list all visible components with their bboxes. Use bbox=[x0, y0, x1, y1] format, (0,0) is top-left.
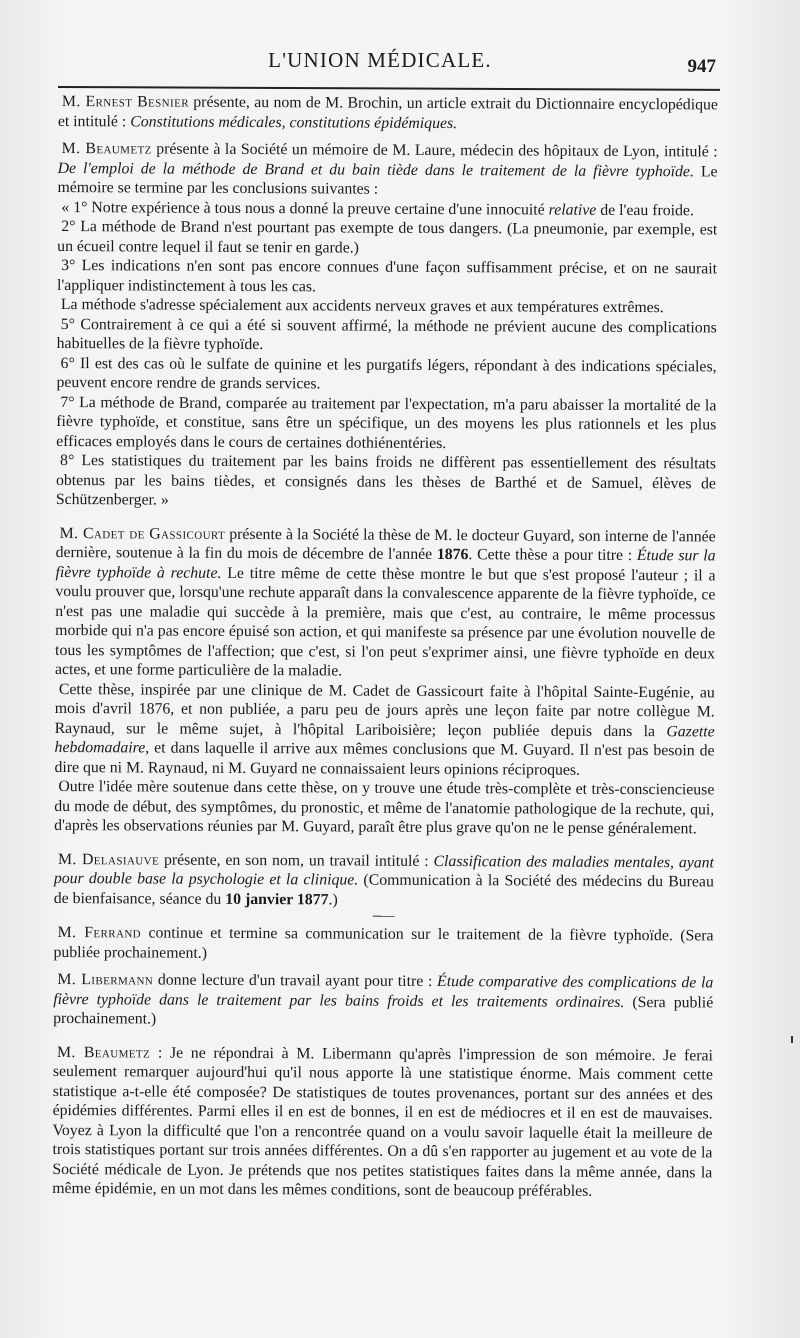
paragraph-these-inspiree bbox=[54, 679, 715, 780]
paragraph-beaumetz-reply bbox=[52, 1042, 713, 1201]
paragraph-text: (Communication à la Société des médecins du Bureau de bienfaisance, séance du bbox=[53, 871, 714, 908]
conclusion-3: 3° Les indications n'en sont pas encore connues d'une façon suffisamment précise, et on ne saurait l'appliquer indistinctement à tous les cas. bbox=[56, 257, 718, 295]
journal-title: Gazette hebdomadaire, bbox=[54, 722, 715, 757]
work-title: De l'emploi de la méthode de Brand et du bain tiède dans le traitement de la fièvre typhoïde. bbox=[57, 159, 694, 180]
paragraph-ferrand bbox=[53, 923, 713, 965]
work-title: Étude comparative des complications de la fièvre typhoïde dans le traitement par les bains froids et les traitements ordinaires. bbox=[53, 972, 714, 1011]
paragraph-text: Le mémoire se termine par les conclusions suivantes : bbox=[57, 162, 718, 198]
paragraph-text: (Sera publié prochainement.) bbox=[53, 993, 714, 1028]
paragraph-delasiauve bbox=[54, 849, 714, 911]
speaker-name: M. Libermann bbox=[57, 971, 154, 989]
paragraph-beaumetz-laure bbox=[57, 139, 717, 201]
year: 1876 bbox=[436, 545, 469, 564]
header-rule bbox=[58, 86, 720, 91]
conclusion-4: La méthode s'adresse spécialement aux accidents nerveux graves et aux températures extrêmes. bbox=[60, 296, 664, 317]
paragraph-cadet-de-gassicourt bbox=[55, 523, 716, 682]
work-title: Constitutions médicales, constitutions épidémiques. bbox=[130, 112, 458, 132]
paragraph-text: présente, au nom de M. Brochin, un article extrait du Dictionnaire encyclopédique et intitulé : bbox=[57, 93, 718, 130]
paragraph-text: présente à la Société un mémoire de M. Laure, médecin des hôpitaux de Lyon, intitulé : bbox=[151, 140, 718, 161]
conclusion-2: 2° La méthode de Brand n'est pourtant pas exempte de tous dangers. (La pneumonie, par exemple, est un écueil contre lequel il faut se tenir en garde.) bbox=[57, 218, 718, 257]
paragraph-text: et dans laquelle il arrive aux mêmes conclusions que M. Guyard. Il n'est pas besoin de dire que ni M. Raynaud, ni M. Guyard ne connaissaient leurs opinions réciproques. bbox=[54, 739, 715, 779]
speaker-name: M. Delasiauve bbox=[57, 850, 160, 869]
conclusion-5: 5° Contrairement à ce qui a été si souvent affirmé, la méthode ne prévient aucune des complications habituelles de la fièvre typhoïde. bbox=[56, 315, 717, 354]
section-separator bbox=[373, 916, 395, 917]
conclusion-text: « 1° Notre expérience à tous nous a donné la preuve certaine d'une innocuité bbox=[61, 198, 549, 219]
paragraph-text: présente, en son nom, un travail intitulé : bbox=[159, 851, 434, 870]
paragraph-text: présente à la Société la thèse de M. le docteur Guyard, son interne de l'année dernière, soutenue à la fin du mois de décembre de l'année bbox=[55, 525, 716, 563]
emphasis: relative bbox=[548, 201, 597, 219]
paragraph-besnier bbox=[58, 92, 718, 134]
margin-mark bbox=[791, 1036, 793, 1043]
speaker-name: M. Ferrand bbox=[57, 924, 142, 942]
conclusion-6: 6° Il est des cas où le sulfate de quinine et les purgatifs légers, répondant à des indications spéciales, peuvent encore rendre de grands services. bbox=[56, 354, 717, 393]
work-title: Étude sur la fièvre typhoïde à rechute. bbox=[55, 547, 716, 582]
speaker-name: M. Beaumetz bbox=[56, 1043, 151, 1061]
paragraph-text: Cette thèse, inspirée par une clinique de M. Cadet de Gassicourt faite à l'hôpital Sainte-Eugénie, au mois d'avril 1876, et non publiée, a paru peu de jours après une leçon faite par notre collègue M. Raynaud, sur le même sujet, à l'hôpital Lariboisière; leçon publiée depuis dans la bbox=[54, 680, 715, 740]
paragraph-text: Le titre même de cette thèse montre le but que s'est proposé l'auteur ; il a voulu prouver que, lorsqu'une rechute apparaît dans la convalescence apparente de la fièvre typhoïde, ce n'est pas une maladie qui succède à la première, mais que c'est, au contraire, le même processus morbide qui n'a pas encore épuisé son action, et qui manifeste sa présence par une évolution nouvelle de tous les symptômes de l'affection; que c'est, si l'on peut s'exprimer ainsi, une fièvre typhoïde en deux actes, et une forme particulière de la maladie. bbox=[54, 564, 716, 680]
session-date: 10 janvier 1877 bbox=[225, 890, 329, 908]
conclusion-7: 7° La méthode de Brand, comparée au traitement par l'expectation, m'a paru abaisser la mortalité de la fièvre typhoïde, et constitue, sans être un spécifique, un des moyens les plus rationnels et les plus efficaces employés dans le cours de certaines dothiénentéries. bbox=[56, 393, 717, 452]
paragraph-text: . Cette thèse a pour titre : bbox=[468, 546, 637, 565]
paragraph-text: .) bbox=[328, 890, 338, 908]
running-title: L'UNION MÉDICALE. bbox=[268, 48, 492, 72]
speaker-name: M. Beaumetz bbox=[61, 140, 152, 158]
paragraph-text: donne lecture d'un travail ayant pour titre : bbox=[153, 971, 438, 990]
paragraph-text: : Je ne répondrai à M. Libermann qu'après l'impression de son mémoire. Je ferai seulement remarquer aujourd'hui qu'il nous apporte là une statistique énorme. Mais comment cette statistique a-t-elle été composée? De statistiques de toutes provenances, portant sur des années et des épidémies différentes. Parmi elles il en est de bonnes, il en est de médiocres et il en est de mauvaises. Voyez à Lyon la difficulté que l'on a rencontrée quand on a voulu savoir laquelle était la meilleure de trois statistiques portant sur trois années différentes. On a dû s'en rapporter au jugement et au vote de la Société médicale de Lyon. Je prétends que nos petites statistiques faites dans la même année, dans la même épidémie, en un mot dans les mêmes conditions, sont de beaucoup préférables. bbox=[52, 1043, 713, 1200]
speaker-name: M. Ernest Besnier bbox=[61, 93, 190, 111]
paragraph-libermann bbox=[53, 970, 713, 1032]
paragraph-outre-idee: Outre l'idée mère soutenue dans cette thèse, on y trouve une étude très-complète et très-consciencieuse du mode de début, des symptômes, du pronostic, et même de l'anatomie pathologique de la rechute, qui, d'après les observations réunies par M. Guyard, paraît être plus grave qu'on ne le pense généralement. bbox=[54, 778, 715, 838]
conclusion-8: 8° Les statistiques du traitement par les bains froids ne diffèrent pas essentiellement des résultats obtenus par les bains tièdes, et consignés dans les thèses de Barthé et de Samuel, élèves de Schützenberger. » bbox=[55, 452, 717, 509]
conclusion-text: de l'eau froide. bbox=[596, 201, 694, 219]
speaker-name: M. Cadet de Gassicourt bbox=[59, 524, 226, 543]
work-title: Classification des maladies mentales, ayant pour double base la psychologie et la clinique. bbox=[53, 852, 715, 889]
article-body bbox=[52, 92, 718, 1202]
page-number: 947 bbox=[687, 56, 716, 77]
paragraph-text: continue et termine sa communication sur le traitement de la fièvre typhoïde. (Sera publiée prochainement.) bbox=[53, 924, 714, 962]
page-header bbox=[40, 46, 720, 82]
